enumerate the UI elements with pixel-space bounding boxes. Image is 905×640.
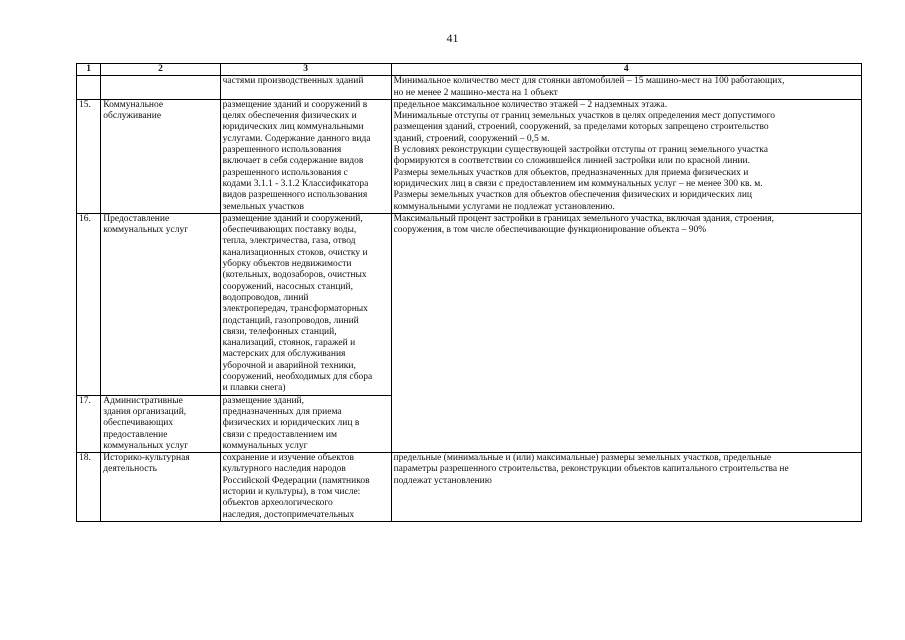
parameters-cell: предельное максимальное количество этажей – 2 надземных этажа. Минимальные отступы от границ земельных участков в целях определения мест допустимого размещения зданий, строений, сооружений, за пределами которых запрещено строительство зданий, строений, сооружений – 0,5 м. В условиях реконструкции существующей застройки отступы от границ земельного участка формируются в соответствии со сложившейся линией застройки или по красной линии. Размеры земельных участков для объектов, предназначенных для приема физических и юридических лиц в связи с предоставлением им коммунальных услуг – не менее 300 кв. м. Размеры земельных участков для объектов обеспечения физических и юридических лиц коммунальными услугами не подлежат установлению. — [391, 99, 861, 213]
parameters-cell: предельные (минимальные и (или) максимальные) размеры земельных участков, предельные параметры разрешенного строительства, реконструкции объектов капитального строительства не подлежат установлению — [391, 453, 861, 522]
table-row — [77, 395, 862, 452]
use-description-cell: размещение зданий и сооружений в целях обеспечения физических и юридических лиц коммунальными услугами. Содержание данного вида разрешенного использования включает в себя содержание видов разрешенного использования с кодами 3.1.1 - 3.1.2 Классификатора видов разрешенного использования земельных участков — [220, 99, 391, 213]
column-header-4: 4 — [391, 64, 861, 76]
column-header-2: 2 — [101, 64, 220, 76]
row-number-cell: 15. — [77, 99, 101, 213]
use-name-cell: Коммунальное обслуживание — [101, 99, 220, 213]
use-description-cell: размещение зданий, предназначенных для приема физических и юридических лиц в связи с предоставлением им коммунальных услуг — [220, 395, 391, 452]
column-header-3: 3 — [220, 64, 391, 76]
use-description-cell: сохранение и изучение объектов культурного наследия народов Российской Федерации (памятников истории и культуры), в том числе: объектов археологического наследия, достопримечательных — [220, 453, 391, 522]
page-number: 41 — [446, 31, 459, 45]
table-row — [77, 76, 862, 100]
land-use-table — [76, 63, 862, 522]
column-header-1: 1 — [77, 64, 101, 76]
parameters-cell: Минимальное количество мест для стоянки автомобилей – 15 машино-мест на 100 работающих, но не менее 2 машино-места на 1 объект — [391, 76, 861, 100]
use-description-cell: размещение зданий и сооружений, обеспечивающих поставку воды, тепла, электричества, газа, отвод канализационных стоков, очистку и уборку объектов недвижимости (котельных, водозаборов, очистных сооружений, насосных станций, водопроводов, линий электропередач, трансформаторных подстанций, газопроводов, линий связи, телефонных станций, канализаций, стоянок, гаражей и мастерских для обслуживания уборочной и аварийной техники, сооружений, необходимых для сбора и плавки снега) — [220, 213, 391, 395]
table-row — [77, 99, 862, 213]
use-name-cell: Административные здания организаций, обеспечивающих предоставление коммунальных услуг — [101, 395, 220, 452]
table-row — [77, 213, 862, 395]
table-header-row — [77, 64, 862, 76]
use-name-cell: Предоставление коммунальных услуг — [101, 213, 220, 395]
use-description-cell: частями производственных зданий — [220, 76, 391, 100]
row-number-cell — [77, 76, 101, 100]
row-number-cell: 16. — [77, 213, 101, 395]
use-name-cell: Историко-культурная деятельность — [101, 453, 220, 522]
use-name-cell — [101, 76, 220, 100]
row-number-cell: 17. — [77, 395, 101, 452]
row-number-cell: 18. — [77, 453, 101, 522]
parameters-cell-continued — [391, 395, 861, 452]
table-row — [77, 453, 862, 522]
parameters-cell: Максимальный процент застройки в границах земельного участка, включая здания, строения, сооружения, в том числе обеспечивающие функционирование объекта – 90% — [391, 213, 861, 395]
